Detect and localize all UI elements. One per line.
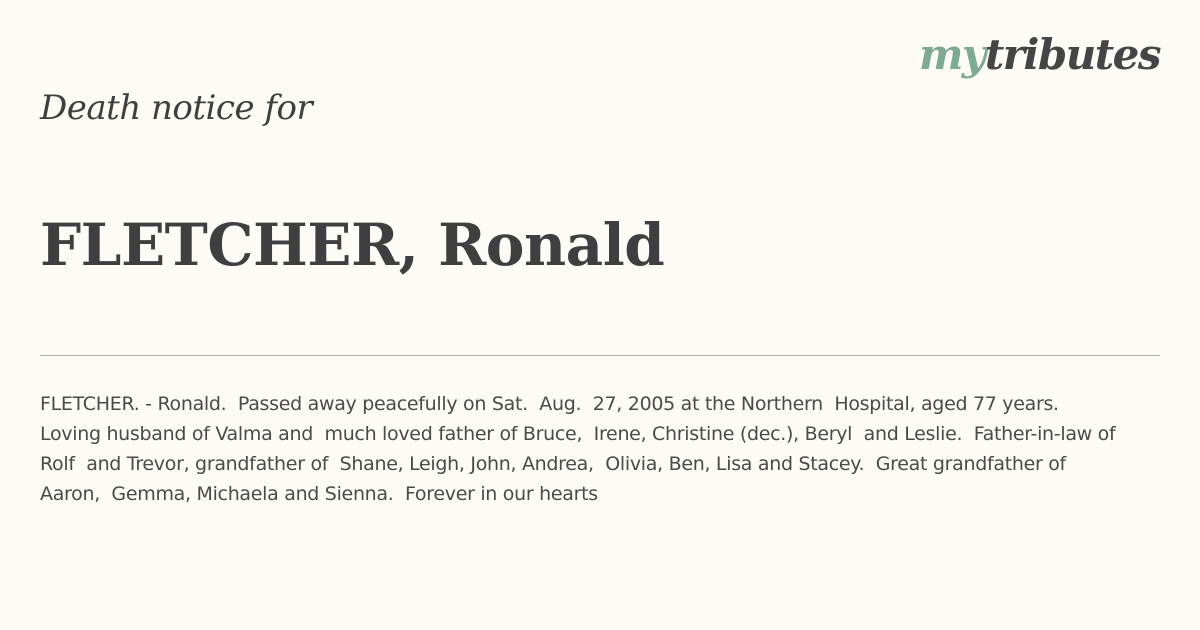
deceased-name: FLETCHER, Ronald [40,211,665,279]
logo-text-tributes: tributes [984,30,1160,79]
logo-text-my: my [918,30,985,79]
mytributes-logo[interactable] [918,30,1160,79]
death-notice-subtitle: Death notice for [40,88,313,128]
divider [40,355,1160,356]
death-notice-text: FLETCHER. - Ronald. Passed away peacefully on Sat. Aug. 27, 2005 at the Northern Hospital, aged 77 years. Loving husband of Valma and much loved father of Bruce, Irene, Christine (dec.), Beryl and Leslie. Father-in-law of Rolf and Trevor, grandfather of Shane, Leigh, John, Andrea, Olivia, Ben, Lisa and Stacey. Great grandfather of Aaron, Gemma, Michaela and Sienna. Forever in our hearts [40,393,1122,505]
